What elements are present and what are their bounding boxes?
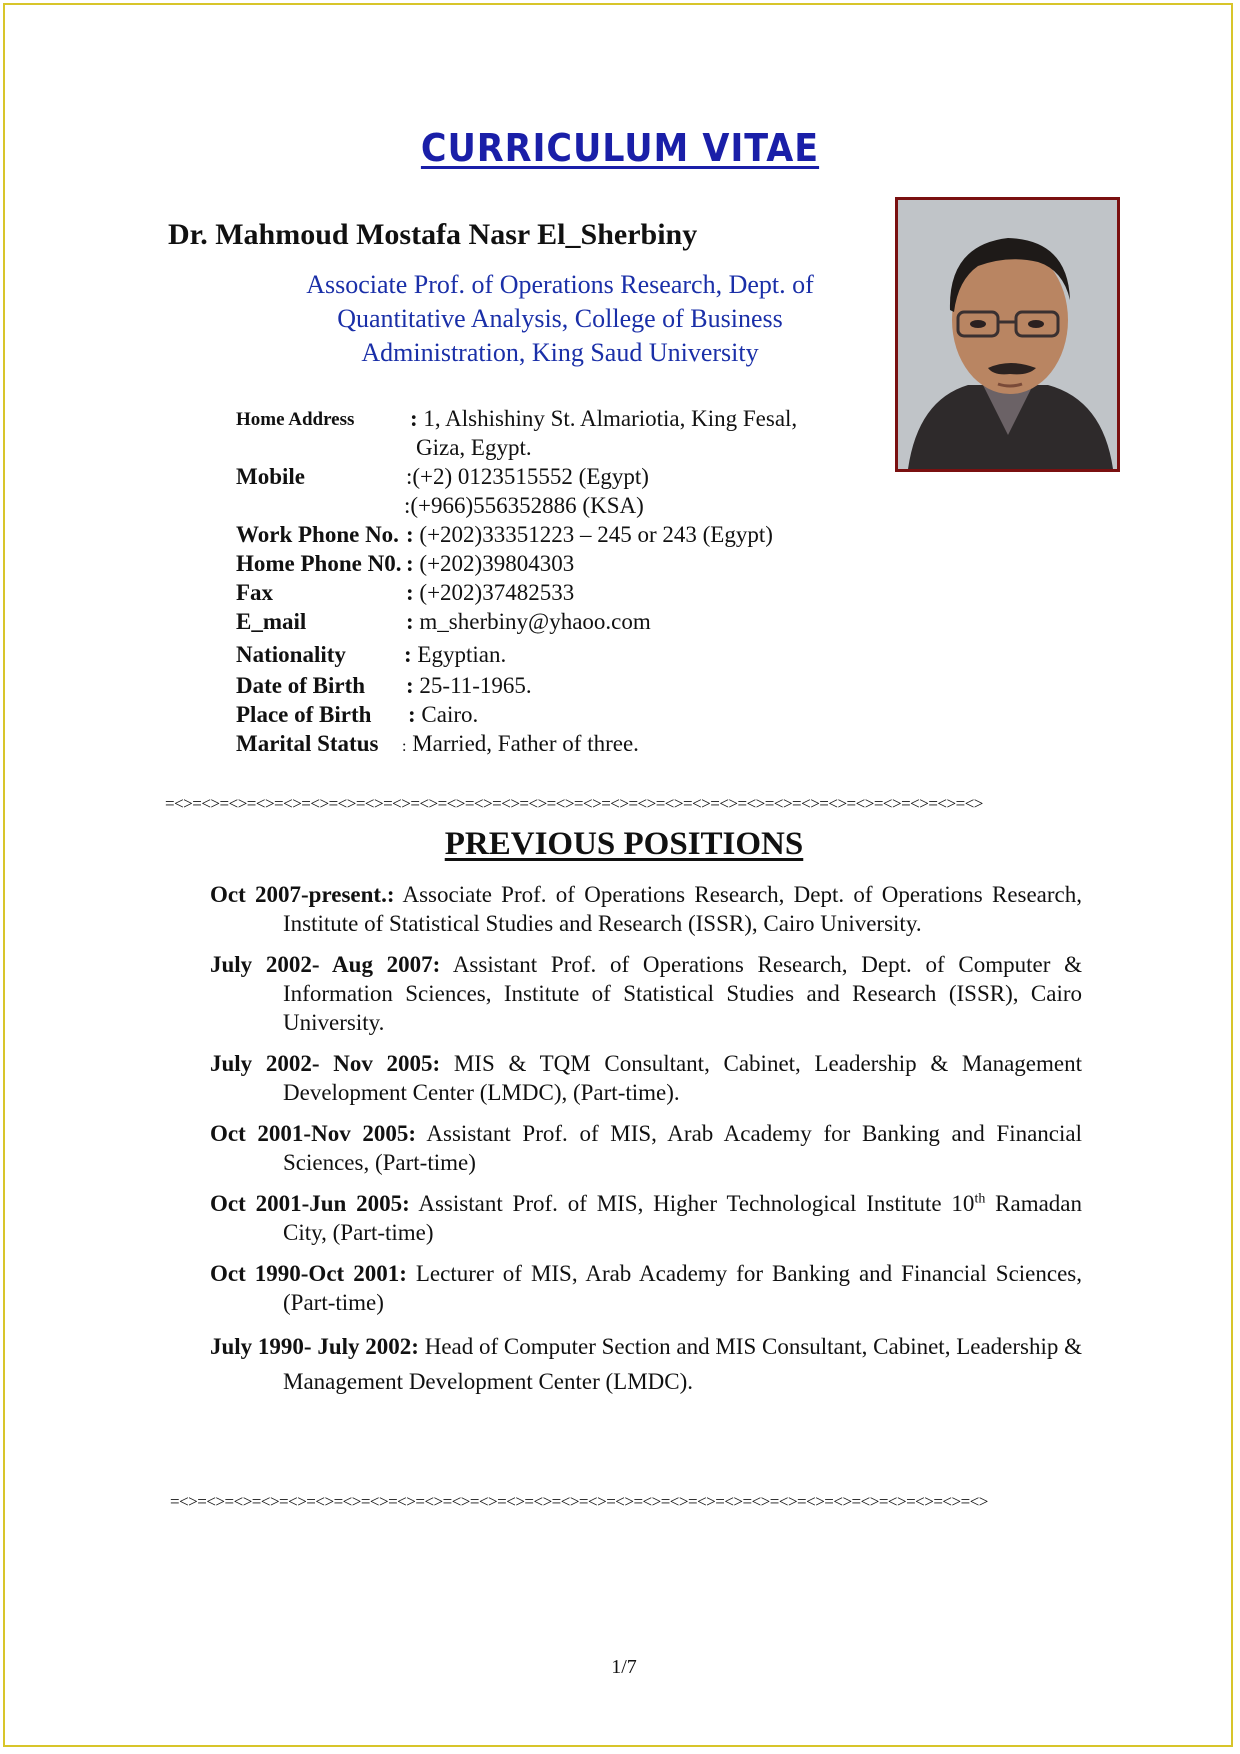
position-dates: July 2002- Aug 2007:: [210, 952, 441, 977]
home-address-label: Home Address: [236, 409, 355, 430]
affiliation-line-2: Quantitative Analysis, College of Business: [337, 304, 783, 333]
section-title: PREVIOUS POSITIONS: [444, 826, 804, 862]
portrait-photo: [895, 197, 1120, 472]
position-item: [210, 1259, 1082, 1317]
pob-value: : Cairo.: [408, 702, 479, 727]
home-address-line-2: Giza, Egypt.: [416, 435, 532, 460]
email-value: : m_sherbiny@yhaoo.com: [406, 609, 651, 634]
position-dates: Oct 1990-Oct 2001:: [210, 1261, 407, 1286]
position-text: Head of Computer Section and MIS Consultant, Cabinet, Leadership & Management Development Center (LMDC).: [283, 1334, 1083, 1394]
marital-value: : Married, Father of three.: [402, 731, 639, 756]
position-item: [210, 1329, 1082, 1399]
position-text: MIS & TQM Consultant, Cabinet, Leadership & Management Development Center (LMDC), (Part-time).: [283, 1051, 1082, 1105]
affiliation: [240, 268, 880, 370]
home-phone-value: : (+202)39804303: [406, 551, 575, 576]
position-dates: Oct 2007-present.:: [210, 882, 395, 907]
position-text: Assistant Prof. of Operations Research, Dept. of Computer & Information Sciences, Institute of Statistical Studies and Research (ISSR), Cairo University.: [283, 952, 1082, 1035]
portrait-image: [898, 200, 1117, 469]
position-text-continued: Ramadan City, (Part-time): [283, 1191, 1083, 1245]
section-divider: =<>=<>=<>=<>=<>=<>=<>=<>=<>=<>=<>=<>=<>=<>=<>=<>=<>=<>=<>=<>=<>=<>=<>=<>=<>=<>=<>=<>=<>=<>: [165, 794, 983, 813]
position-dates: July 1990- July 2002:: [210, 1334, 419, 1359]
position-item: [210, 950, 1082, 1037]
mobile-value-2: :(+966)556352886 (KSA): [404, 493, 644, 518]
position-dates: Oct 2001-Nov 2005:: [210, 1121, 417, 1146]
home-phone-label: Home Phone N0.: [236, 551, 402, 576]
position-text: Assistant Prof. of MIS, Arab Academy for Banking and Financial Sciences, (Part-time): [283, 1121, 1083, 1175]
dob-value: : 25-11-1965.: [406, 673, 532, 698]
fax-label: Fax: [236, 580, 274, 605]
mobile-label: Mobile: [236, 464, 305, 489]
position-dates: July 2002- Nov 2005:: [210, 1051, 441, 1076]
nationality-label: Nationality: [236, 642, 346, 667]
affiliation-line-1: Associate Prof. of Operations Research, Dept. of: [306, 270, 814, 299]
position-text: Associate Prof. of Operations Research, Dept. of Operations Research, Institute of Statistical Studies and Research (ISSR), Cairo University.: [283, 882, 1083, 936]
affiliation-line-3: Administration, King Saud University: [361, 338, 759, 367]
position-item: [210, 1189, 1082, 1247]
email-label: E_mail: [236, 609, 307, 634]
section-divider: =<>=<>=<>=<>=<>=<>=<>=<>=<>=<>=<>=<>=<>=<>=<>=<>=<>=<>=<>=<>=<>=<>=<>=<>=<>=<>=<>=<>=<>=<>: [170, 1492, 988, 1511]
position-item: [210, 880, 1082, 938]
pob-label: Place of Birth: [236, 702, 372, 727]
dob-label: Date of Birth: [236, 673, 366, 698]
mobile-value-1: :(+2) 0123515552 (Egypt): [406, 464, 649, 489]
position-item: [210, 1119, 1082, 1177]
position-text: Assistant Prof. of MIS, Higher Technological Institute 10: [418, 1191, 975, 1216]
page-number: 1/7: [611, 1656, 637, 1678]
home-address-value: : 1, Alshishiny St. Almariotia, King Fesal,: [410, 406, 798, 431]
position-item: [210, 1049, 1082, 1107]
fax-value: : (+202)37482533: [406, 580, 575, 605]
position-text: Lecturer of MIS, Arab Academy for Banking and Financial Sciences, (Part-time): [283, 1261, 1082, 1315]
positions-list: [210, 880, 1082, 1399]
work-phone-value: : (+202)33351223 – 245 or 243 (Egypt): [406, 522, 773, 547]
position-superscript: th: [974, 1191, 986, 1207]
work-phone-label: Work Phone No.: [236, 522, 399, 547]
document-title: CURRICULUM VITAE: [420, 126, 820, 170]
person-name: Dr. Mahmoud Mostafa Nasr El_Sherbiny: [168, 218, 698, 251]
marital-label: Marital Status: [236, 731, 379, 756]
position-dates: Oct 2001-Jun 2005:: [210, 1191, 410, 1216]
nationality-value: : Egyptian.: [404, 642, 507, 667]
